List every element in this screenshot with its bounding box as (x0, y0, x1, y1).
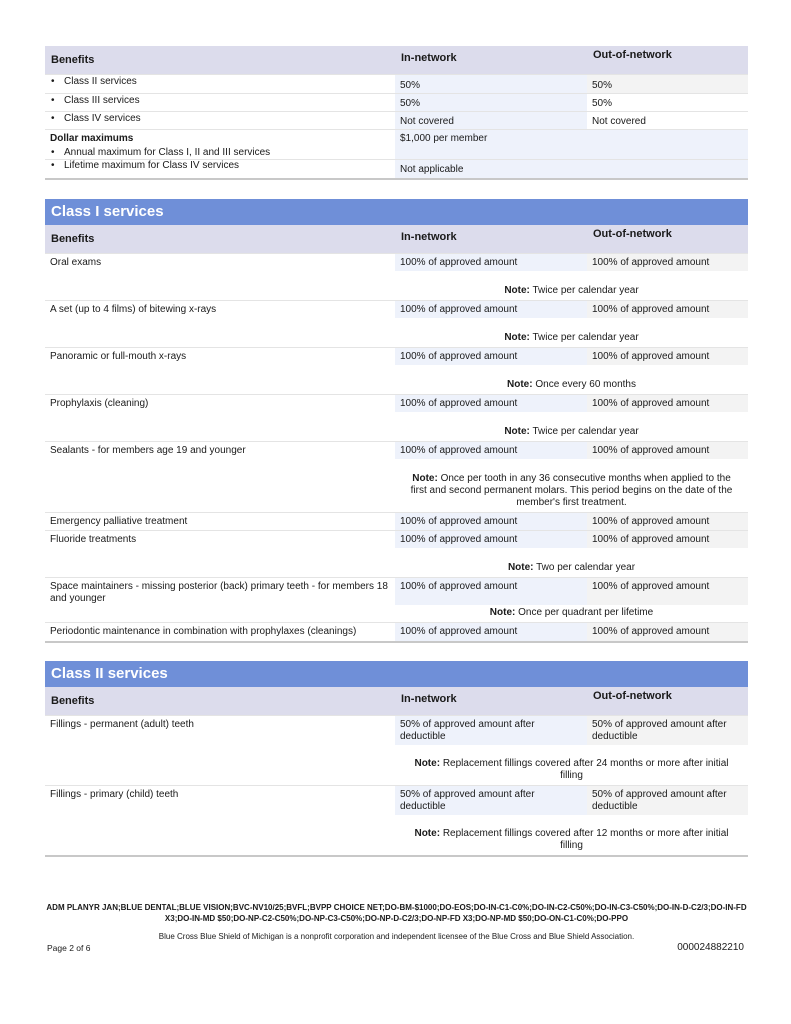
column-header-row (45, 225, 748, 254)
note-text: Replacement fillings covered after 12 months or more after initial filling (442, 828, 729, 851)
table-row (45, 577, 748, 605)
benefit-label: Sealants - for members age 19 and younger (45, 441, 395, 459)
note-text: Twice per calendar year (532, 284, 639, 296)
table-row (45, 441, 748, 459)
in-network-value: 50% (395, 94, 587, 112)
lifetime-maximum-row (45, 160, 748, 179)
page-number: Page 2 of 6 (47, 943, 91, 953)
header-benefits: Benefits (45, 225, 395, 254)
benefit-label: Oral exams (45, 253, 395, 271)
in-network-value: 100% of approved amount (395, 300, 587, 318)
in-network-value: 50% (395, 75, 587, 94)
note-text: Once per quadrant per lifetime (518, 607, 654, 618)
annual-maximum-value: $1,000 per member (395, 130, 587, 160)
column-header-row (45, 46, 748, 75)
benefits-page (45, 46, 748, 857)
table-row (45, 623, 748, 642)
out-network-value: 100% of approved amount (587, 300, 748, 318)
in-network-value: 100% of approved amount (395, 623, 587, 642)
in-network-value: 100% of approved amount (395, 253, 587, 271)
in-network-value: 100% of approved amount (395, 512, 587, 530)
note-row (45, 605, 748, 623)
header-in-network: In-network (395, 46, 587, 75)
benefit-label: Class IV services (64, 113, 141, 124)
out-network-value: Not covered (587, 112, 748, 130)
note-label: Note: (504, 284, 530, 296)
class-1-section-title: Class I services (45, 199, 748, 225)
header-in-network: In-network (395, 225, 587, 254)
header-out-of-network: Out-of-network (587, 46, 748, 75)
note-row (45, 318, 748, 347)
out-network-value: 100% of approved amount (587, 394, 748, 412)
note-label: Note: (507, 378, 533, 390)
out-network-value: 100% of approved amount (587, 441, 748, 459)
benefit-label: Emergency palliative treatment (45, 512, 395, 530)
note-row (45, 271, 748, 300)
note-text: Once every 60 months (535, 378, 636, 390)
benefit-label: Panoramic or full-mouth x-rays (45, 347, 395, 365)
out-network-value: 50% (587, 94, 748, 112)
coinsurance-table (45, 46, 748, 180)
header-benefits: Benefits (45, 46, 395, 75)
note-row (45, 412, 748, 441)
class-2-table (45, 687, 748, 858)
document-id: 000024882210 (677, 942, 744, 953)
dollar-maximums-title: Dollar maximums (50, 133, 134, 144)
note-label: Note: (504, 331, 530, 343)
footer-plan-codes: ADM PLANYR JAN;BLUE DENTAL;BLUE VISION;BVC-NV10/25;BVFL;BVPP CHOICE NET;DO-BM-$1000;DO-EOS;DO-IN-C1-C0%;DO-IN-C2-C50%;DO-IN-C3-C50%;DO-IN-D-C2/3;DO-IN-FD X3;DO-IN-MD $50;DO-NP-C2-C50%;DO-NP-C3-C50%;DO-NP-D-C2/3;DO-NP-FD X3;DO-NP-MD $50;DO-ON-C1-C0%;DO-PPO (46, 903, 747, 923)
benefit-label: A set (up to 4 films) of bitewing x-rays (45, 300, 395, 318)
note-text: Two per calendar year (536, 561, 636, 573)
table-row (45, 253, 748, 271)
table-row (45, 347, 748, 365)
lifetime-maximum-value: Not applicable (395, 160, 587, 179)
benefit-label: Fillings - permanent (adult) teeth (45, 715, 395, 745)
column-header-row (45, 687, 748, 716)
table-row (45, 75, 748, 94)
note-row (45, 365, 748, 394)
in-network-value: 100% of approved amount (395, 347, 587, 365)
out-network-value: 100% of approved amount (587, 623, 748, 642)
table-row (45, 715, 748, 745)
benefit-label: Fluoride treatments (45, 530, 395, 548)
note-label: Note: (504, 425, 530, 437)
out-network-value: 100% of approved amount (587, 577, 748, 605)
out-network-value: 50% (587, 75, 748, 94)
note-row (45, 459, 748, 512)
header-benefits: Benefits (45, 687, 395, 716)
note-text: Twice per calendar year (532, 331, 639, 343)
out-network-value: 100% of approved amount (587, 347, 748, 365)
note-row (45, 815, 748, 856)
in-network-value: 100% of approved amount (395, 577, 587, 605)
in-network-value: 50% of approved amount after deductible (395, 785, 587, 815)
note-row (45, 745, 748, 785)
dollar-maximums-row (45, 130, 748, 160)
out-network-value: 100% of approved amount (587, 253, 748, 271)
note-label: Note: (507, 561, 534, 573)
note-text: Twice per calendar year (532, 425, 639, 437)
table-row (45, 112, 748, 130)
lifetime-maximum-label: Lifetime maximum for Class IV services (64, 160, 240, 171)
table-row (45, 530, 748, 548)
out-network-value: 50% of approved amount after deductible (587, 715, 748, 745)
table-row (45, 300, 748, 318)
benefit-label: Fillings - primary (child) teeth (45, 785, 395, 815)
note-text: Once per tooth in any 36 consecutive months when applied to the first and second permanent molars. This period begins on the date of the member's first treatment. (410, 472, 733, 508)
annual-maximum-label: Annual maximum for Class I, II and III services (64, 147, 271, 158)
table-row (45, 94, 748, 112)
note-label: Note: (489, 607, 516, 618)
out-network-value: 100% of approved amount (587, 530, 748, 548)
class-2-section-title: Class II services (45, 661, 748, 687)
note-text: Replacement fillings covered after 24 months or more after initial filling (442, 757, 729, 781)
class-1-table (45, 225, 748, 643)
note-label: Note: (412, 472, 438, 484)
table-row (45, 394, 748, 412)
table-row (45, 512, 748, 530)
note-label: Note: (414, 828, 441, 839)
in-network-value: 100% of approved amount (395, 441, 587, 459)
in-network-value: Not covered (395, 112, 587, 130)
header-out-of-network: Out-of-network (587, 687, 748, 716)
benefit-label: Space maintainers - missing posterior (back) primary teeth - for members 18 and younger (45, 577, 395, 605)
out-network-value: 100% of approved amount (587, 512, 748, 530)
benefit-label: Periodontic maintenance in combination with prophylaxes (cleanings) (45, 623, 395, 642)
benefit-label: Class III services (64, 95, 140, 106)
header-in-network: In-network (395, 687, 587, 716)
in-network-value: 100% of approved amount (395, 394, 587, 412)
table-row (45, 785, 748, 815)
benefit-label: Class II services (64, 76, 137, 87)
footer-disclaimer: Blue Cross Blue Shield of Michigan is a nonprofit corporation and independent licensee of the Blue Cross and Blue Shield Association. (158, 932, 635, 941)
in-network-value: 50% of approved amount after deductible (395, 715, 587, 745)
benefit-label: Prophylaxis (cleaning) (45, 394, 395, 412)
note-label: Note: (414, 757, 441, 769)
header-out-of-network: Out-of-network (587, 225, 748, 254)
in-network-value: 100% of approved amount (395, 530, 587, 548)
out-network-value: 50% of approved amount after deductible (587, 785, 748, 815)
note-row (45, 548, 748, 577)
